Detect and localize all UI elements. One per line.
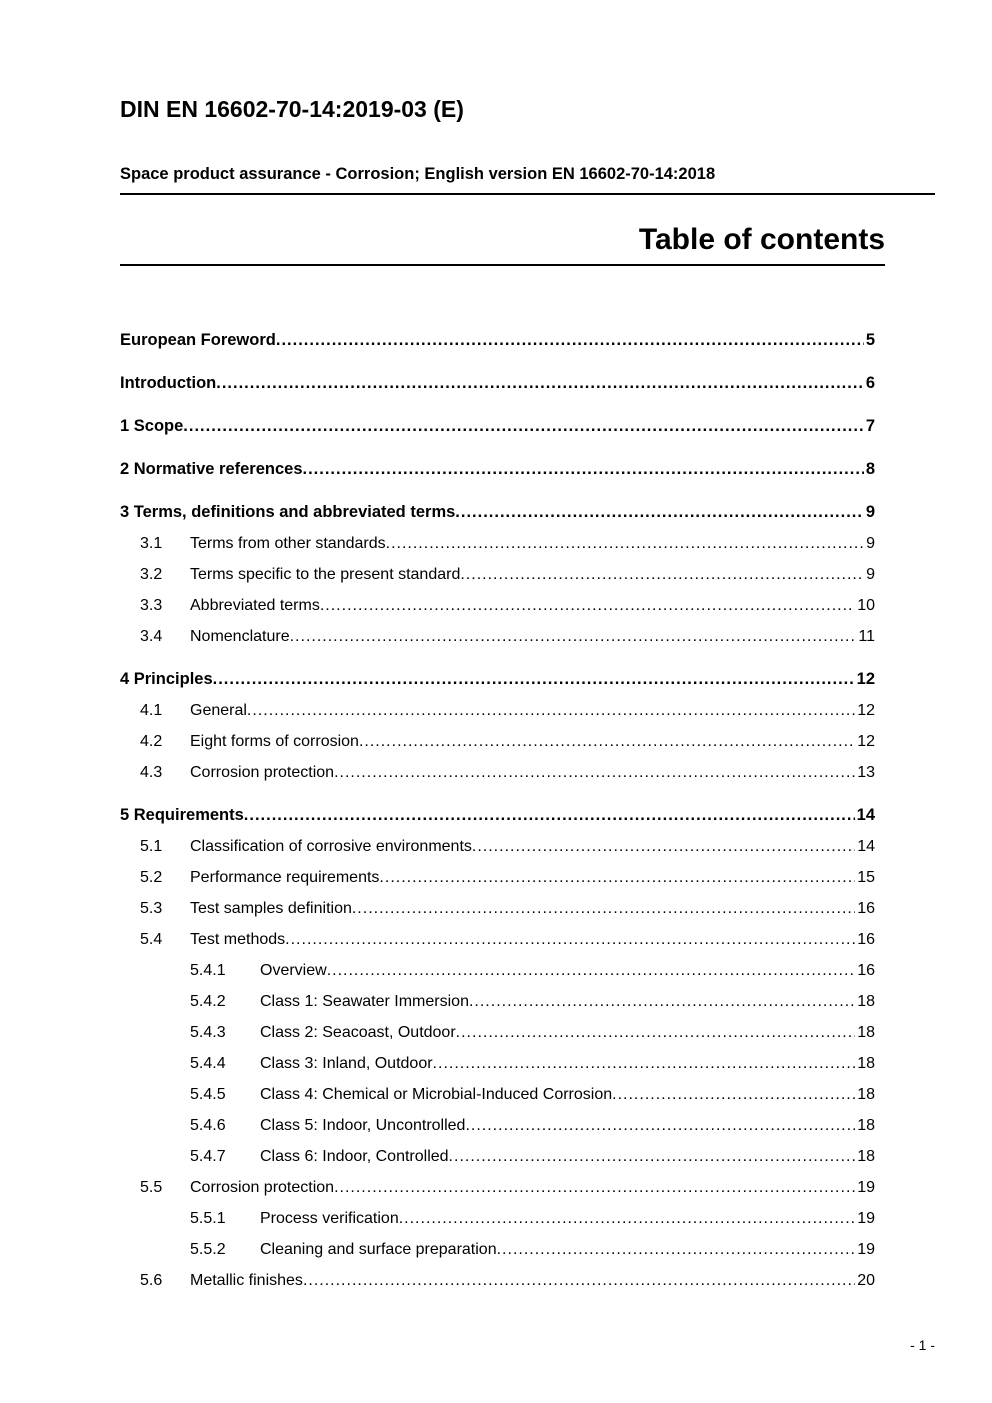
toc-entry-page: 5 (865, 330, 875, 349)
toc-entry[interactable] (120, 955, 875, 986)
toc-dot-leader (386, 534, 864, 554)
toc-dot-leader (276, 330, 864, 351)
toc-entry[interactable] (120, 528, 875, 559)
toc-entry-number: 5.4.4 (190, 1054, 226, 1072)
toc-entry-page: 20 (857, 1271, 875, 1289)
toc-dot-leader (612, 1085, 855, 1105)
toc-entry[interactable] (120, 663, 875, 695)
toc-entry-label: 2 Normative references (120, 459, 303, 478)
toc-entry-label: Cleaning and surface preparation (260, 1240, 497, 1258)
toc-entry-label: Test methods (190, 930, 286, 948)
toc-dot-leader (216, 373, 864, 394)
toc-entry-label: 4 Principles (120, 669, 213, 688)
toc-entry[interactable] (120, 496, 875, 528)
toc-entry-number: 3.1 (140, 534, 163, 552)
toc-dot-leader (497, 1240, 856, 1260)
toc-entry[interactable] (120, 453, 875, 485)
toc-entry-page: 7 (865, 416, 875, 435)
toc-entry-page: 12 (857, 701, 875, 719)
toc-dot-leader (399, 1209, 855, 1229)
toc-entry-page: 9 (865, 502, 875, 521)
toc-entry-label: Terms specific to the present standard (190, 565, 461, 583)
toc-entry-number: 5.4.5 (190, 1085, 226, 1103)
toc-dot-leader (303, 1271, 855, 1291)
toc-entry[interactable] (120, 1172, 875, 1203)
toc-entry-label: Class 6: Indoor, Controlled (260, 1147, 449, 1165)
toc-entry-label: Class 4: Chemical or Microbial-Induced Corrosion (260, 1085, 613, 1103)
toc-entry-label: Class 1: Seawater Immersion (260, 992, 469, 1010)
toc-entry-label: Abbreviated terms (190, 596, 320, 614)
toc-entry-number: 5.4.7 (190, 1147, 226, 1165)
toc-entry-page: 11 (858, 627, 875, 645)
toc-entry-label: Performance requirements (190, 868, 380, 886)
toc-entry[interactable] (120, 1079, 875, 1110)
toc-entry[interactable] (120, 1234, 875, 1265)
toc-entry[interactable] (120, 757, 875, 788)
toc-entry[interactable] (120, 893, 875, 924)
toc-entry-label: Class 2: Seacoast, Outdoor (260, 1023, 456, 1041)
toc-dot-leader (285, 930, 855, 950)
toc-dot-leader (352, 899, 855, 919)
toc-entry-page: 18 (857, 992, 875, 1010)
toc-entry-label: Classification of corrosive environments (190, 837, 472, 855)
toc-entry-number: 5.4.2 (190, 992, 226, 1010)
toc-entry-page: 8 (865, 459, 875, 478)
toc-entry-number: 5.6 (140, 1271, 163, 1289)
toc-entry[interactable] (120, 1265, 875, 1296)
toc-dot-leader (334, 1178, 855, 1198)
toc-entry-number: 4.3 (140, 763, 163, 781)
toc-entry[interactable] (120, 1203, 875, 1234)
toc-entry-page: 6 (865, 373, 875, 392)
toc-dot-leader (334, 763, 855, 783)
toc-entry-label: 5 Requirements (120, 805, 244, 824)
toc-entry[interactable] (120, 590, 875, 621)
toc-entry-number: 5.1 (140, 837, 163, 855)
toc-dot-leader (433, 1054, 856, 1074)
toc-entry-page: 15 (857, 868, 875, 886)
toc-dot-leader (359, 732, 855, 752)
toc-dot-leader (247, 701, 855, 721)
toc-entry-page: 9 (866, 534, 875, 552)
toc-entry-number: 3.4 (140, 627, 163, 645)
toc-entry-label: Metallic finishes (190, 1271, 303, 1289)
page-title: Table of contents (638, 223, 885, 256)
toc-entry[interactable] (120, 1048, 875, 1079)
toc-entry[interactable] (120, 559, 875, 590)
toc-entry-label: 3 Terms, definitions and abbreviated terms (120, 502, 456, 521)
toc-entry-label: Introduction (120, 373, 217, 392)
toc-entry[interactable] (120, 1017, 875, 1048)
toc-entry[interactable] (120, 862, 875, 893)
toc-entry-label: Corrosion protection (190, 1178, 335, 1196)
toc-title-block (120, 223, 885, 266)
toc-entry-number: 5.4 (140, 930, 163, 948)
toc-entry[interactable] (120, 324, 875, 356)
toc-entry[interactable] (120, 695, 875, 726)
toc-entry-label: General (190, 701, 247, 719)
toc-dot-leader (455, 502, 864, 523)
toc-entry-page: 12 (857, 732, 875, 750)
toc-entry[interactable] (120, 367, 875, 399)
toc-entry-label: Terms from other standards (190, 534, 386, 552)
toc-dot-leader (456, 1023, 856, 1043)
toc-entry-label: Overview (260, 961, 327, 979)
toc-entry-page: 18 (857, 1116, 875, 1134)
toc-dot-leader (303, 459, 864, 480)
table-of-contents (120, 324, 875, 1296)
toc-entry-page: 10 (857, 596, 875, 614)
toc-entry-page: 18 (857, 1147, 875, 1165)
toc-entry-number: 5.2 (140, 868, 163, 886)
toc-dot-leader (460, 565, 864, 585)
toc-dot-leader (465, 1116, 855, 1136)
toc-entry-label: Nomenclature (190, 627, 290, 645)
toc-entry[interactable] (120, 1110, 875, 1141)
toc-entry-page: 14 (856, 805, 875, 824)
toc-dot-leader (183, 416, 864, 437)
toc-entry-page: 16 (857, 930, 875, 948)
toc-entry-label: Eight forms of corrosion (190, 732, 359, 750)
toc-entry-label: Test samples definition (190, 899, 352, 917)
toc-entry-label: Corrosion protection (190, 763, 335, 781)
toc-entry[interactable] (120, 410, 875, 442)
doc-number: DIN EN 16602-70-14:2019-03 (E) (120, 96, 464, 122)
toc-entry[interactable] (120, 621, 875, 652)
toc-entry[interactable] (120, 1141, 875, 1172)
toc-dot-leader (379, 868, 855, 888)
toc-entry-page: 16 (857, 961, 875, 979)
toc-dot-leader (320, 596, 855, 616)
toc-entry-page: 19 (857, 1209, 875, 1227)
toc-entry-number: 5.5.1 (190, 1209, 226, 1227)
toc-dot-leader (290, 627, 857, 647)
toc-entry-page: 19 (857, 1240, 875, 1258)
toc-entry[interactable] (120, 986, 875, 1017)
doc-subtitle: Space product assurance - Corrosion; English version EN 16602-70-14:2018 (120, 165, 716, 183)
toc-entry-number: 4.2 (140, 732, 163, 750)
toc-entry-number: 5.5 (140, 1178, 163, 1196)
toc-entry-label: Class 3: Inland, Outdoor (260, 1054, 433, 1072)
toc-entry-number: 5.4.3 (190, 1023, 226, 1041)
doc-subtitle-block (120, 164, 935, 195)
toc-dot-leader (213, 669, 855, 690)
toc-dot-leader (449, 1147, 856, 1167)
toc-entry[interactable] (120, 831, 875, 862)
toc-entry-label: Class 5: Indoor, Uncontrolled (260, 1116, 466, 1134)
toc-entry-number: 5.4.6 (190, 1116, 226, 1134)
toc-entry-number: 5.3 (140, 899, 163, 917)
toc-dot-leader (472, 837, 855, 857)
page-number-footer: - 1 - (910, 1337, 935, 1353)
toc-entry-number: 5.5.2 (190, 1240, 226, 1258)
toc-entry-page: 9 (866, 565, 875, 583)
toc-entry-number: 3.3 (140, 596, 163, 614)
toc-entry-page: 18 (857, 1085, 875, 1103)
toc-entry[interactable] (120, 799, 875, 831)
toc-entry-page: 13 (857, 763, 875, 781)
toc-entry-page: 14 (857, 837, 875, 855)
toc-entry-number: 5.4.1 (190, 961, 226, 979)
toc-entry-label: 1 Scope (120, 416, 184, 435)
toc-entry-label: Process verification (260, 1209, 399, 1227)
toc-entry-label: European Foreword (120, 330, 276, 349)
toc-entry-page: 19 (857, 1178, 875, 1196)
toc-entry-number: 4.1 (140, 701, 163, 719)
toc-dot-leader (244, 805, 855, 826)
toc-dot-leader (327, 961, 856, 981)
toc-entry[interactable] (120, 924, 875, 955)
toc-entry-page: 18 (857, 1023, 875, 1041)
toc-entry-page: 18 (857, 1054, 875, 1072)
toc-dot-leader (469, 992, 855, 1012)
toc-entry-page: 12 (856, 669, 875, 688)
toc-entry-page: 16 (857, 899, 875, 917)
toc-entry[interactable] (120, 726, 875, 757)
toc-entry-number: 3.2 (140, 565, 163, 583)
